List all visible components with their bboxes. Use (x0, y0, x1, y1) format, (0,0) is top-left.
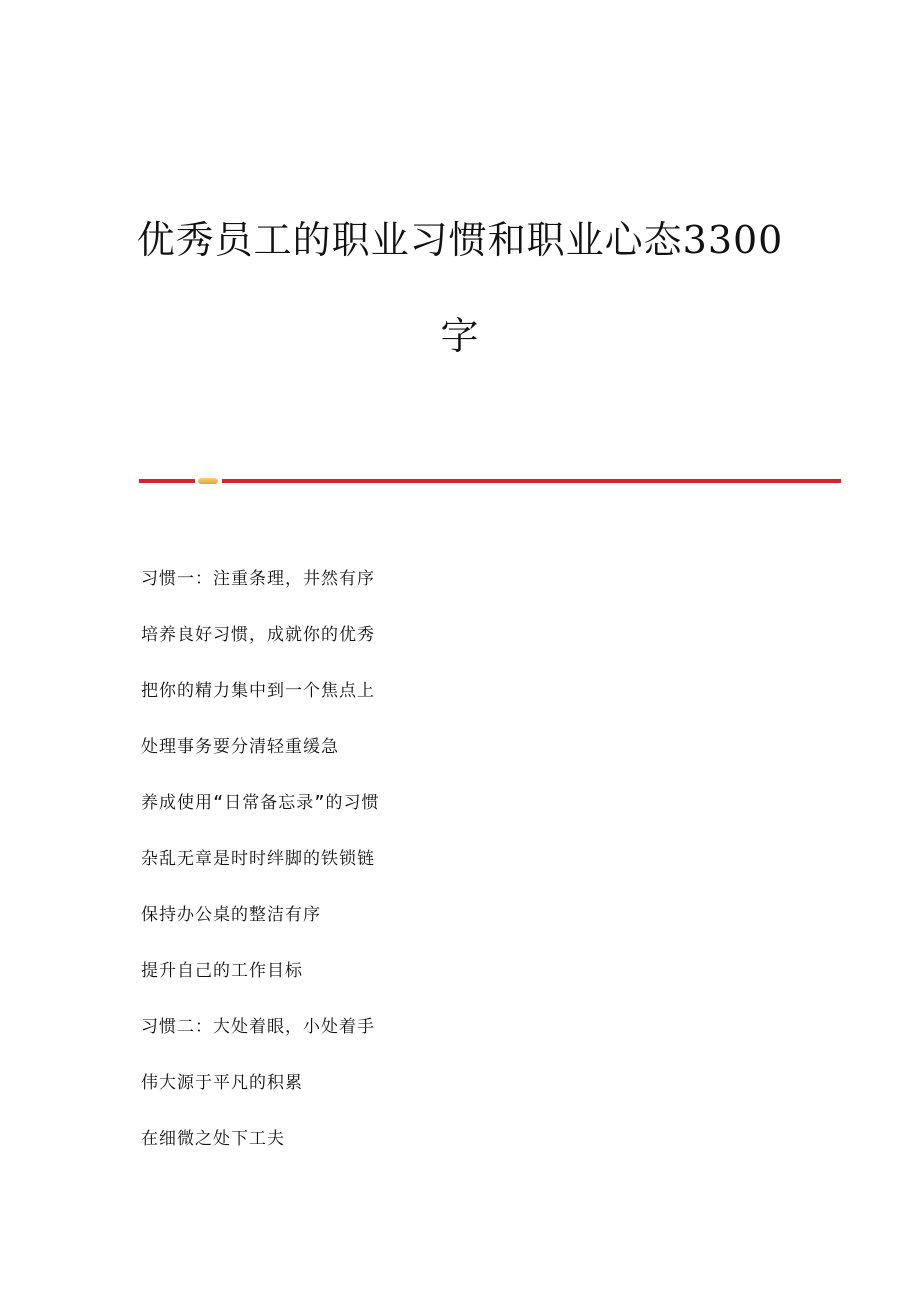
body-line: 杂乱无章是时时绊脚的铁锁链 (141, 849, 375, 869)
divider-bar-right (222, 479, 841, 483)
body-line: 处理事务要分清轻重缓急 (141, 737, 339, 757)
body-line: 养成使用“日常备忘录”的习惯 (141, 793, 380, 813)
page-title-line-1: 优秀员工的职业习惯和职业心态3300 (136, 218, 784, 262)
body-line: 提升自己的工作目标 (141, 961, 303, 981)
body-line: 习惯二：大处着眼，小处着手 (141, 1017, 375, 1037)
body-line: 保持办公桌的整洁有序 (141, 905, 321, 925)
title-divider (139, 476, 841, 486)
body-line: 习惯一：注重条理，井然有序 (141, 569, 375, 589)
divider-ornament-icon (198, 478, 218, 484)
body-line: 培养良好习惯，成就你的优秀 (141, 625, 375, 645)
page-title-line-2: 字 (440, 314, 480, 358)
body-line: 在细微之处下工夫 (141, 1129, 285, 1149)
body-line: 伟大源于平凡的积累 (141, 1073, 303, 1093)
body-lines (141, 564, 841, 1180)
body-line: 把你的精力集中到一个焦点上 (141, 681, 375, 701)
divider-bar-left (139, 479, 195, 483)
